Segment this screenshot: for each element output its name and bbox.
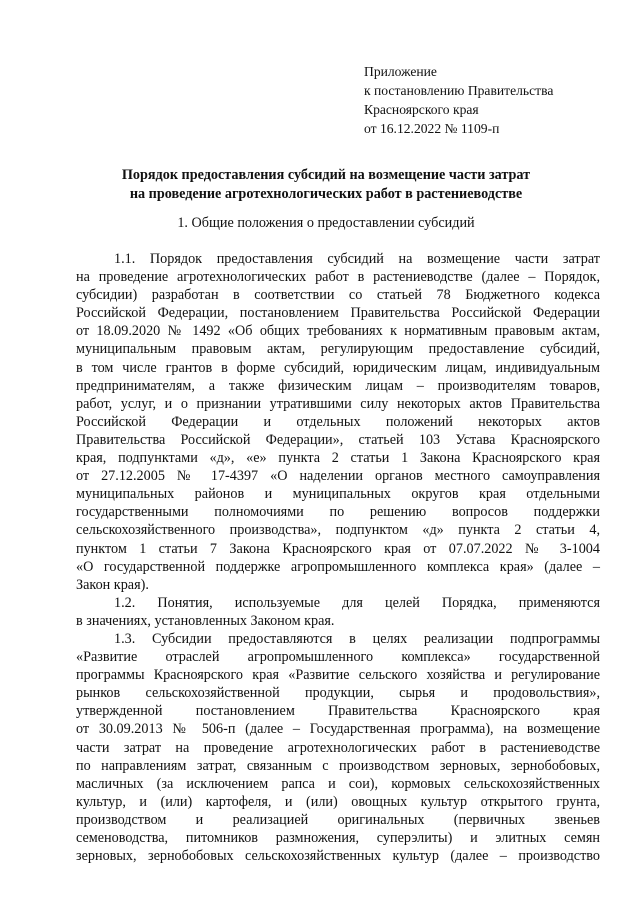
paragraph-line: работ, услуг, и о признании утратившими силу некоторых актов Правительства — [76, 395, 600, 412]
paragraph-line: на проведение агротехнологических работ в растениеводстве (далее – Порядок, — [76, 269, 600, 286]
paragraph-line: Правительства Российской Федерации», статьей 103 Устава Красноярского — [76, 431, 600, 448]
paragraph-line: от 27.12.2005 № 17-4397 «О наделении органов местного самоуправления — [76, 468, 600, 485]
paragraph-line: Российской Федерации и отдельных положений некоторых актов — [76, 413, 600, 430]
paragraph-line: культур, и (или) картофеля, и (или) овощных культур открытого грунта, — [76, 793, 600, 810]
paragraph-line: предпринимателям, а также физическим лицам – производителям товаров, — [76, 377, 600, 394]
appendix-line: Красноярского края — [364, 102, 479, 117]
paragraph-line: семеноводства, питомников размножения, суперэлиты) и элитных семян — [76, 830, 600, 846]
paragraph-line: в значениях, установленных Законом края. — [76, 612, 335, 629]
paragraph-line: рынков сельскохозяйственной продукции, сырья и продовольствия», — [76, 685, 600, 702]
document-title — [60, 166, 592, 204]
title-line: на проведение агротехнологических работ в растениеводстве — [129, 186, 523, 202]
paragraph-line: зерновых, зернобобовых сельскохозяйственных культур (далее – производство — [76, 848, 600, 865]
document-body — [76, 250, 600, 865]
appendix-line: к постановлению Правительства — [364, 83, 554, 98]
paragraph-line: «Развитие отраслей агропромышленного комплекса» государственной — [76, 649, 600, 666]
section-heading: 1. Общие положения о предоставлении субсидий — [177, 215, 475, 231]
appendix-note — [364, 62, 626, 138]
paragraph-line: муниципальным правовым актам, регулирующим предоставление субсидий, — [76, 341, 600, 358]
paragraph-line: «О государственной поддержке агропромышленного комплекса края» (далее – — [76, 558, 600, 575]
paragraph-line: части затрат на проведение агротехнологических работ в растениеводстве — [76, 739, 600, 756]
paragraph — [76, 594, 600, 630]
paragraph-line: пунктом 1 статьи 7 Закона Красноярского края от 07.07.2022 № 3-1004 — [76, 540, 600, 557]
paragraph-line: по направлениям затрат, связанным с производством зерновых, зернобобовых, — [76, 757, 600, 774]
paragraph — [76, 250, 600, 594]
paragraph-line: края, подпунктами «д», «е» пункта 2 статьи 1 Закона Красноярского края — [76, 450, 600, 467]
paragraph-line: Российской Федерации, постановлением Правительства Российской Федерации — [76, 305, 600, 322]
paragraph-line: от 18.09.2020 № 1492 «Об общих требованиях к нормативным правовым актам, — [76, 323, 600, 340]
paragraph-line: государственными полномочиями по решению вопросов поддержки — [76, 504, 600, 521]
paragraph-line: масличных (за исключением рапса и сои), кормовых сельскохозяйственных — [76, 775, 600, 792]
paragraph-line: 1.3. Субсидии предоставляются в целях реализации подпрограммы — [114, 630, 600, 647]
title-line: Порядок предоставления субсидий на возмещение части затрат — [121, 167, 531, 183]
paragraph-line: 1.1. Порядок предоставления субсидий на возмещение части затрат — [114, 251, 600, 267]
appendix-line: от 16.12.2022 № 1109-п — [364, 121, 500, 136]
paragraph-line: производством и реализацией оригинальных (первичных звеньев — [76, 811, 600, 828]
paragraph — [76, 630, 600, 865]
paragraph-line: сельскохозяйственного производства», подпунктом «д» пункта 2 статьи 4, — [76, 522, 600, 539]
paragraph-line: муниципальных районов и муниципальных округов края отдельными — [76, 486, 600, 503]
paragraph-line: в том числе грантов в форме субсидий, юридическим лицам, индивидуальным — [76, 359, 600, 376]
appendix-line: Приложение — [364, 64, 437, 79]
paragraph-line: субсидии) разработан в соответствии со статьей 78 Бюджетного кодекса — [76, 287, 600, 304]
paragraph-line: утвержденной постановлением Правительства Красноярского края — [76, 703, 600, 720]
paragraph-line: программы Красноярского края «Развитие сельского хозяйства и регулирование — [76, 667, 600, 684]
paragraph-line: от 30.09.2013 № 506-п (далее – Государственная программа), на возмещение — [76, 721, 600, 738]
paragraph-line: 1.2. Понятия, используемые для целей Порядка, применяются — [114, 594, 600, 611]
paragraph-line: Закон края). — [76, 576, 149, 593]
